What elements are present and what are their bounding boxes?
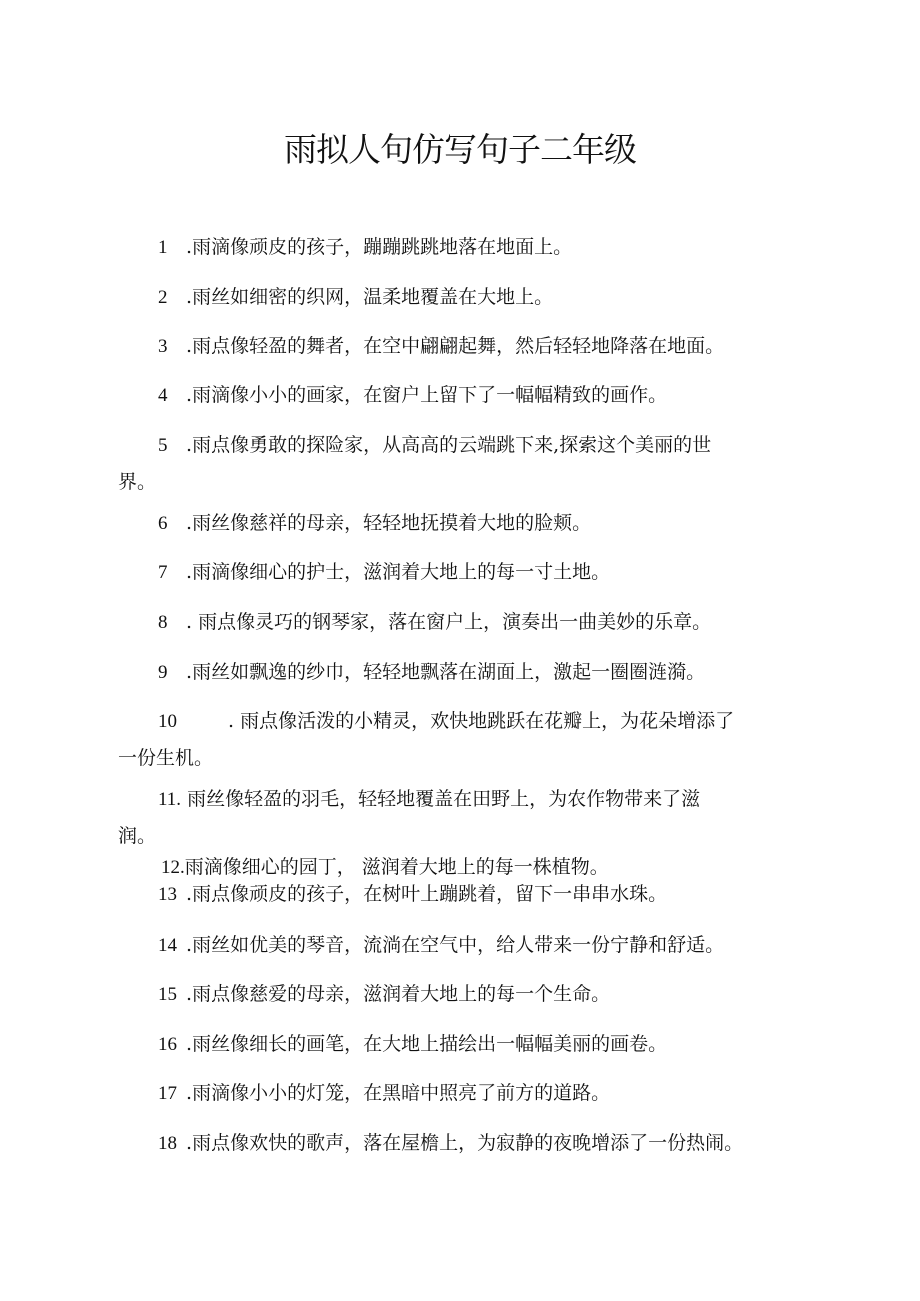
item-number: 2: [158, 287, 168, 308]
item-text: 雨滴像细心的园丁， 滋润着大地上的每一株植物。: [184, 856, 609, 878]
item-text: . 雨点像灵巧的钢琴家，落在窗户上，演奏出一曲美妙的乐章。: [180, 611, 712, 633]
list-item: [118, 557, 818, 588]
list-item: [118, 657, 818, 688]
list-item: [118, 430, 818, 497]
list-item: [118, 331, 818, 362]
item-text: .雨滴像顽皮的孩子，蹦蹦跳跳地落在地面上。: [180, 236, 573, 258]
item-number: 5: [158, 435, 168, 456]
item-number: 14: [158, 935, 177, 956]
item-text: .雨点像欢快的歌声，落在屋檐上，为寂静的夜晚增添了一份热闹。: [180, 1132, 744, 1154]
item-text: .雨滴像细心的护士，滋润着大地上的每一寸土地。: [180, 561, 611, 583]
item-text: .雨滴像小小的画家，在窗户上留下了一幅幅精致的画作。: [180, 384, 668, 406]
item-text: .雨点像顽皮的孩子，在树叶上蹦跳着，留下一串串水珠。: [180, 883, 668, 905]
list-item: [118, 282, 818, 313]
list-item: [118, 979, 818, 1010]
item-number: 6: [158, 513, 168, 534]
item-text: .雨点像慈爱的母亲，滋润着大地上的每一个生命。: [180, 983, 611, 1005]
item-text-continued: 一份生机。: [118, 747, 214, 769]
item-number: 8: [158, 612, 168, 633]
list-item: [118, 1128, 818, 1159]
item-text: .雨丝如细密的织网，温柔地覆盖在大地上。: [180, 286, 554, 308]
item-number: 10: [158, 711, 177, 732]
item-number: 7: [158, 562, 168, 583]
item-number: 16: [158, 1034, 177, 1055]
item-text: .雨点像勇敢的探险家，从高高的云端跳下来,探索这个美丽的世: [180, 434, 712, 456]
item-text: .雨滴像小小的灯笼，在黑暗中照亮了前方的道路。: [180, 1082, 611, 1104]
item-text-continued: 界。: [118, 471, 157, 493]
list-item: [118, 508, 818, 539]
list-item: [118, 1078, 818, 1109]
item-text-continued: 润。: [118, 825, 157, 847]
list-item: [118, 1029, 818, 1060]
item-text: .雨丝如优美的琴音，流淌在空气中，给人带来一份宁静和舒适。: [180, 934, 725, 956]
list-item: [118, 607, 818, 638]
item-number: 18: [158, 1133, 177, 1154]
item-number: 13: [158, 884, 177, 905]
item-number: 3: [158, 336, 168, 357]
list-item: [118, 706, 818, 773]
list-item: [118, 380, 818, 411]
item-number: 15: [158, 984, 177, 1005]
document-title: 雨拟人句仿写句子二年级: [284, 130, 636, 169]
list-item: [118, 879, 818, 910]
item-text: 雨丝像轻盈的羽毛，轻轻地覆盖在田野上，为农作物带来了滋: [181, 788, 701, 810]
item-text: .雨丝像细长的画笔，在大地上描绘出一幅幅美丽的画卷。: [180, 1033, 668, 1055]
item-number: 12.: [161, 857, 185, 878]
list-item: [118, 232, 818, 263]
item-number: 1: [158, 237, 168, 258]
item-text: .雨点像轻盈的舞者，在空中翩翩起舞，然后轻轻地降落在地面。: [180, 335, 725, 357]
item-number: 9: [158, 662, 168, 683]
item-text: .雨丝如飘逸的纱巾，轻轻地飘落在湖面上，激起一圈圈涟漪。: [180, 661, 706, 683]
item-number: 11.: [158, 789, 182, 810]
item-number: 17: [158, 1083, 177, 1104]
item-text: .雨丝像慈祥的母亲，轻轻地抚摸着大地的脸颊。: [180, 512, 592, 534]
list-item: [118, 784, 818, 851]
list-item: [118, 930, 818, 961]
item-number: 4: [158, 385, 168, 406]
item-text: . 雨点像活泼的小精灵，欢快地跳跃在花瓣上，为花朵增添了: [228, 710, 735, 732]
